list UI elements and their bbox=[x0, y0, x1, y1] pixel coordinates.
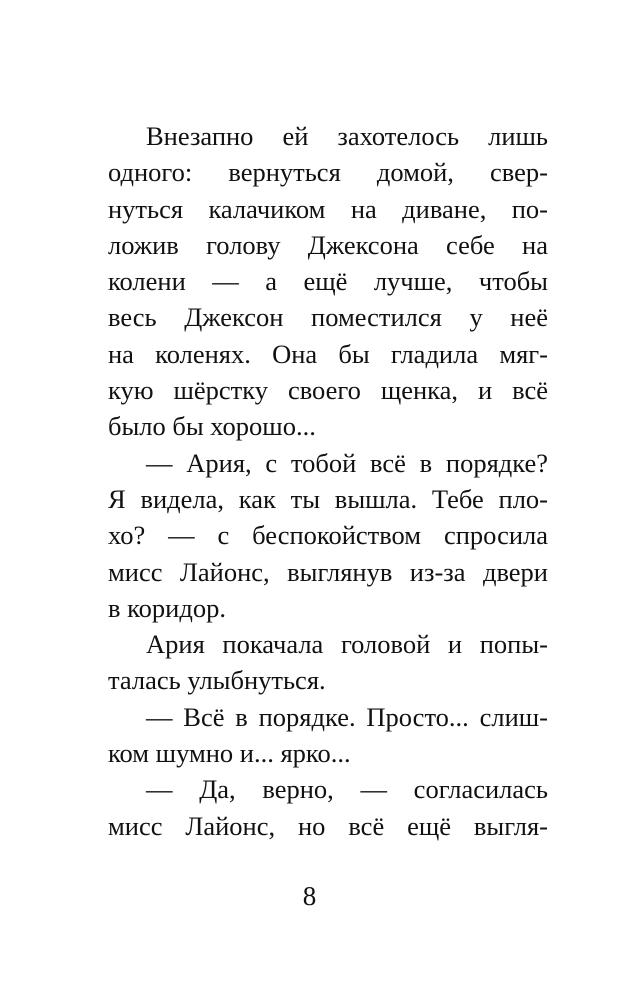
text-line: нуться калачиком на диване, по- bbox=[108, 193, 548, 224]
text-line: мисс Лайонс, но всё ещё выгля- bbox=[108, 810, 548, 841]
text-line: Я видела, как ты вышла. Тебе пло- bbox=[108, 483, 548, 514]
text-line: мисс Лайонс, выглянув из-за двери bbox=[108, 556, 548, 587]
text-line: ложив голову Джексона себе на bbox=[108, 229, 548, 260]
text-line: — Да, верно, — согласилась bbox=[146, 774, 548, 805]
text-line: — Ария, с тобой всё в порядке? bbox=[146, 447, 548, 478]
text-line: — Всё в порядке. Просто... слиш- bbox=[146, 701, 548, 732]
text-line: колени — а ещё лучше, чтобы bbox=[108, 266, 548, 297]
text-line: было бы хорошо... bbox=[108, 411, 316, 442]
text-line: кую шёрстку своего щенка, и всё bbox=[108, 375, 548, 406]
text-line: ком шумно и... ярко... bbox=[108, 738, 351, 769]
text-line: Внезапно ей захотелось лишь bbox=[146, 121, 548, 151]
body-text bbox=[108, 118, 548, 844]
text-line: одного: вернуться домой, свер- bbox=[108, 157, 548, 188]
text-line: хо? — с беспокойством спросила bbox=[108, 520, 548, 551]
page-number: 8 bbox=[302, 881, 317, 911]
text-line: талась улыбнуться. bbox=[108, 665, 326, 696]
text-line: весь Джексон поместился у неё bbox=[108, 302, 548, 333]
text-line: в коридор. bbox=[108, 592, 226, 623]
text-line: на коленях. Она бы гладила мяг- bbox=[108, 338, 548, 369]
text-line: Ария покачала головой и попы- bbox=[146, 629, 548, 660]
